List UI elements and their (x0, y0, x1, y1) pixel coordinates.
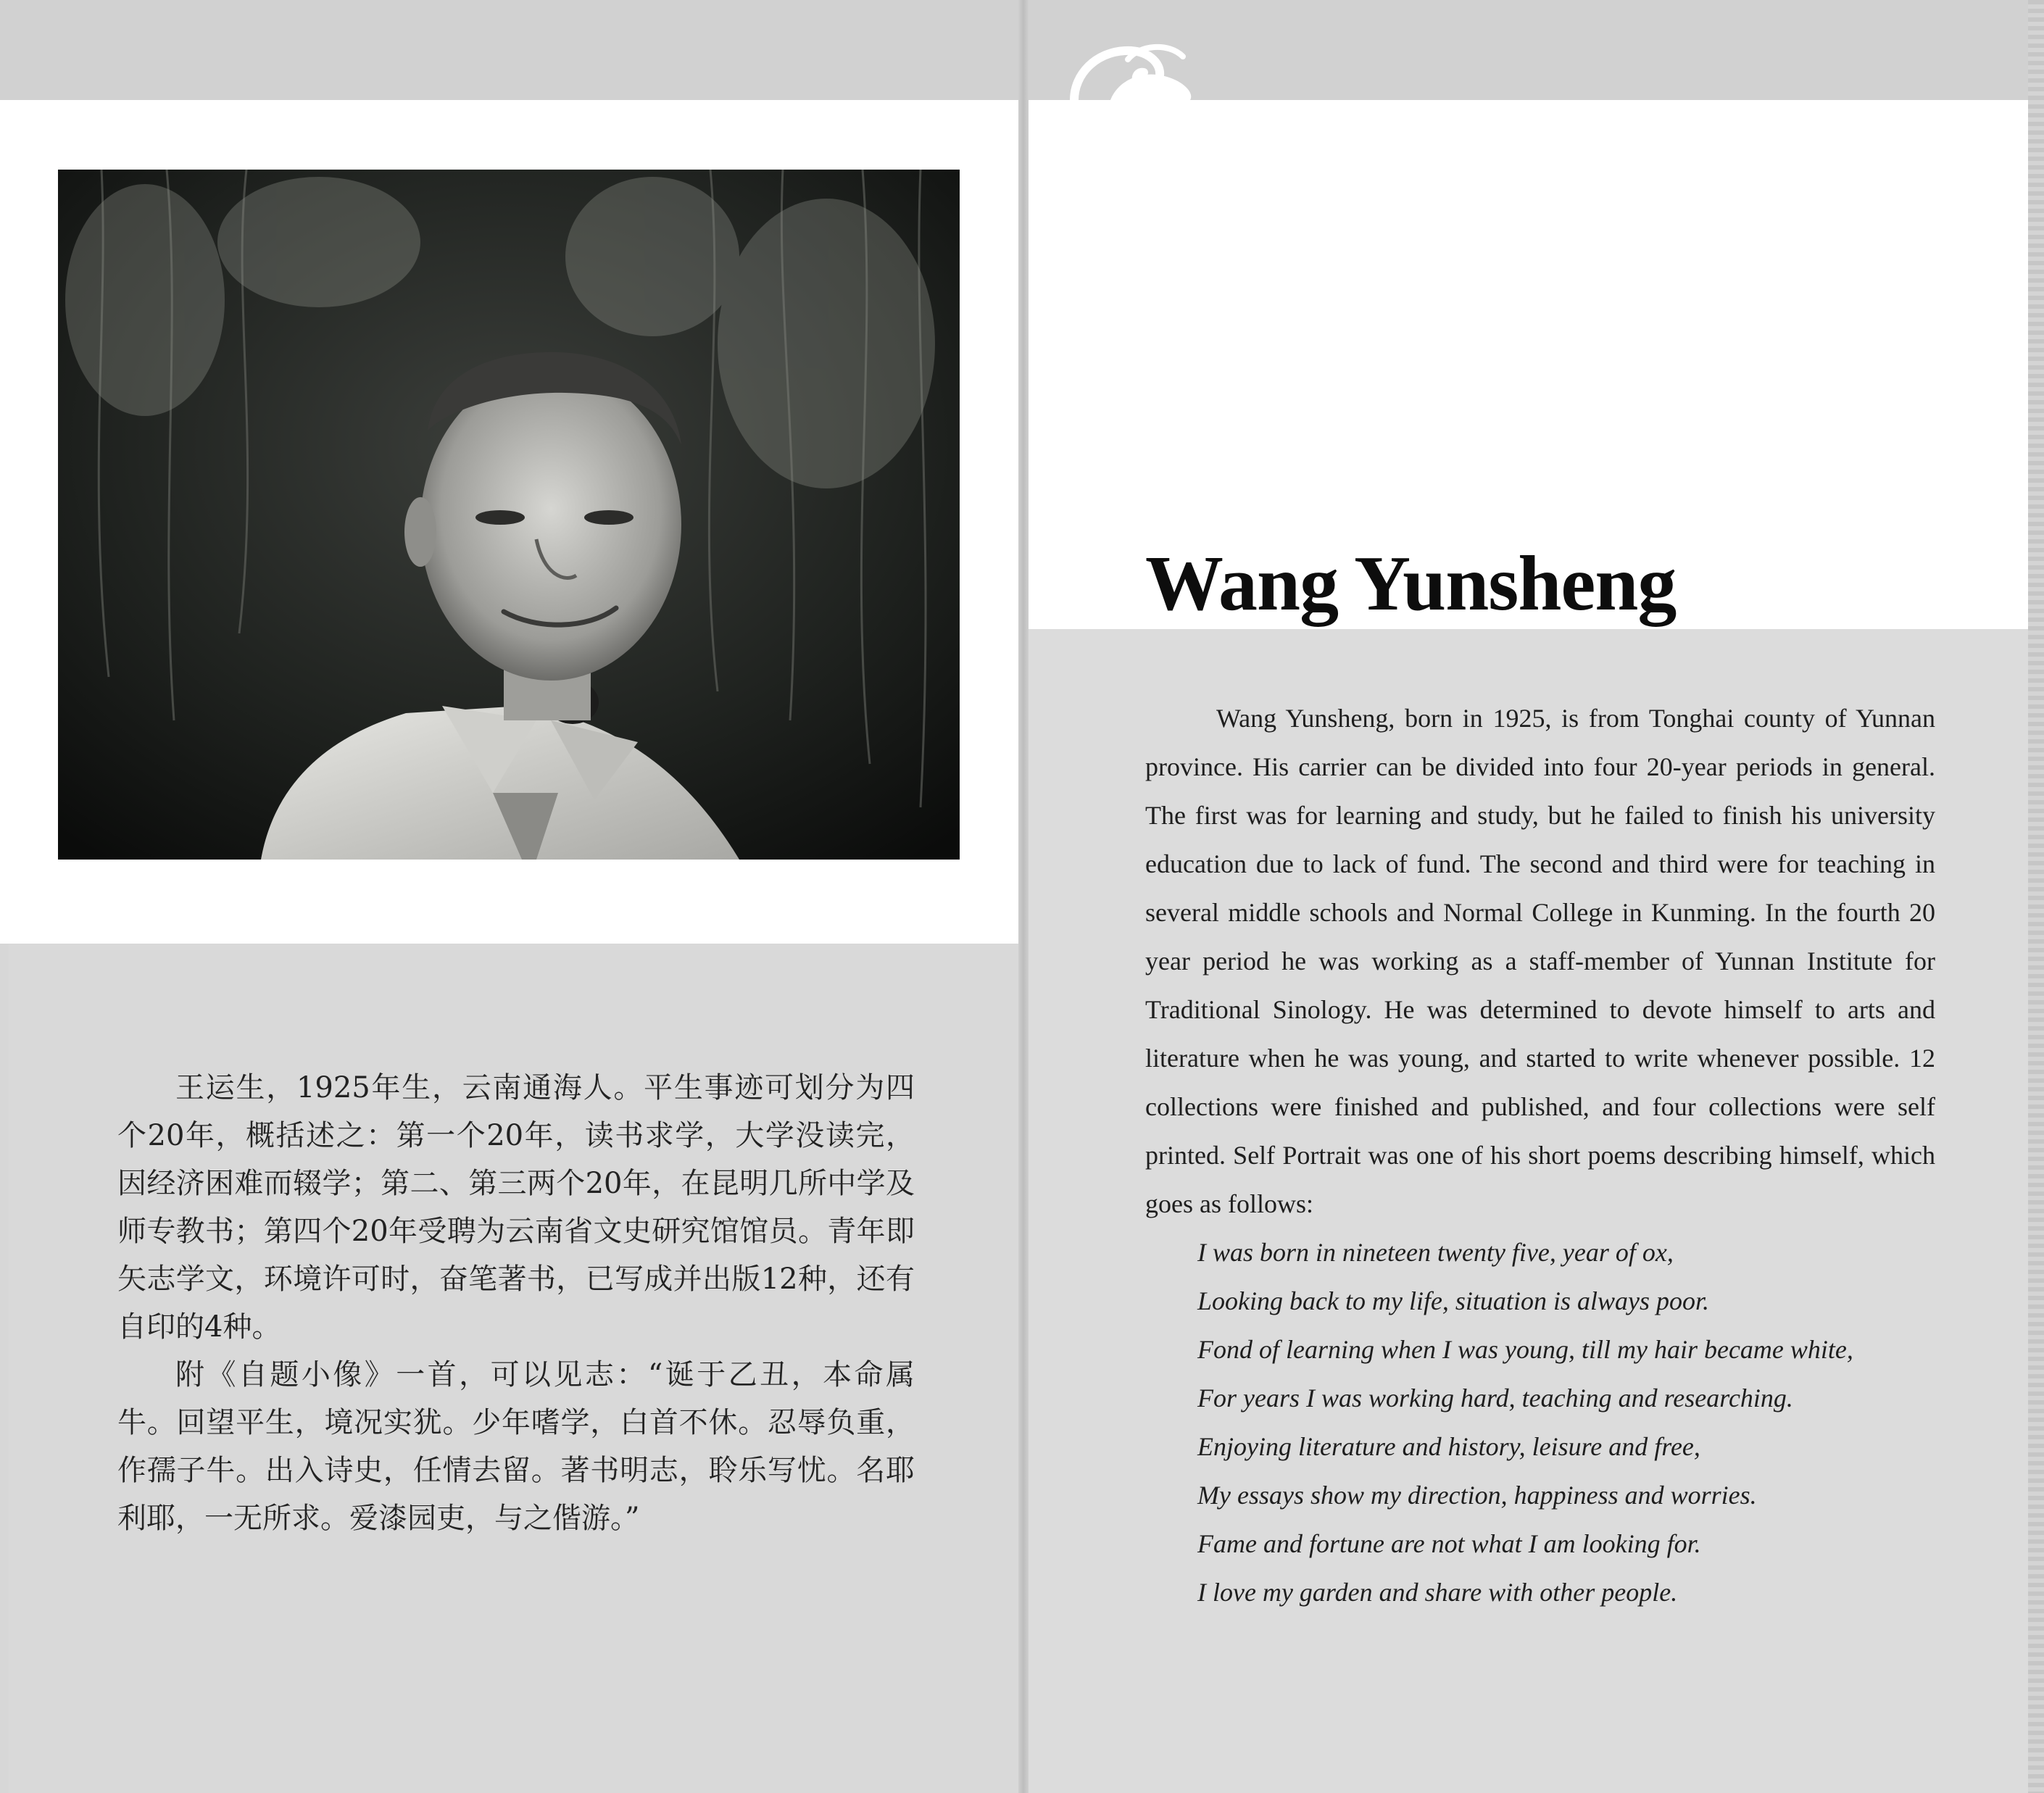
poem-line: I love my garden and share with other people. (1197, 1578, 1678, 1607)
poem-translation (1145, 1228, 1935, 1617)
poem-line: I was born in nineteen twenty five, year of ox, (1197, 1238, 1674, 1267)
poem-line: Enjoying literature and history, leisure and free, (1197, 1432, 1700, 1461)
english-paragraph: Wang Yunsheng, born in 1925, is from Tonghai county of Yunnan province. His carrier can be divided into four 20-year periods in general. The first was for learning and study, but he failed to finish his university education due to lack of fund. The second and third were for teaching in several middle schools and Normal College in Kunming. In the fourth 20 year period he was working as a staff-member of Yunnan Institute for Traditional Sinology. He was determined to devote himself to arts and literature when he was young, and started to write whenever possible. 12 collections were finished and published, and four collections were self printed. Self Portrait was one of his short poems describing himself, which goes as follows: (1145, 704, 1935, 1218)
cloud-ornament-icon (1067, 30, 1197, 100)
chinese-paragraph: 王运生，1925年生，云南通海人。平生事迹可划分为四个20年，概括述之：第一个20年，读书求学，大学没读完，因经济困难而辍学；第二、第三两个20年，在昆明几所中学及师专教书；第四个20年受聘为云南省文史研究馆馆员。青年即矢志学文，环境许可时，奋笔著书，已写成并出版12种，还有自印的4种。 (117, 1071, 915, 1344)
poem-line: For years I was working hard, teaching and researching. (1197, 1384, 1793, 1413)
page-title: Wang Yunsheng (1145, 541, 1677, 627)
poem-line: Fond of learning when I was young, till my hair became white, (1197, 1335, 1853, 1364)
page-edge (2028, 0, 2044, 1793)
portrait-photo (58, 170, 960, 860)
chinese-biography (117, 1064, 915, 1542)
chinese-paragraph: 附《自题小像》一首，可以见志：“诞于乙丑，本命属牛。回望平生，境况实犹。少年嗜学，白首不休。忍辱负重，作孺子牛。出入诗史，任情去留。著书明志，聆乐写忧。名耶利耶，一无所求。爱漆园吏，与之偕游。” (117, 1358, 915, 1535)
poem-line: My essays show my direction, happiness and worries. (1197, 1481, 1757, 1510)
poem-line: Fame and fortune are not what I am looking for. (1197, 1529, 1701, 1558)
page-fold (1018, 0, 1029, 1793)
poem-line: Looking back to my life, situation is always poor. (1197, 1286, 1709, 1315)
english-biography (1145, 694, 1935, 1617)
